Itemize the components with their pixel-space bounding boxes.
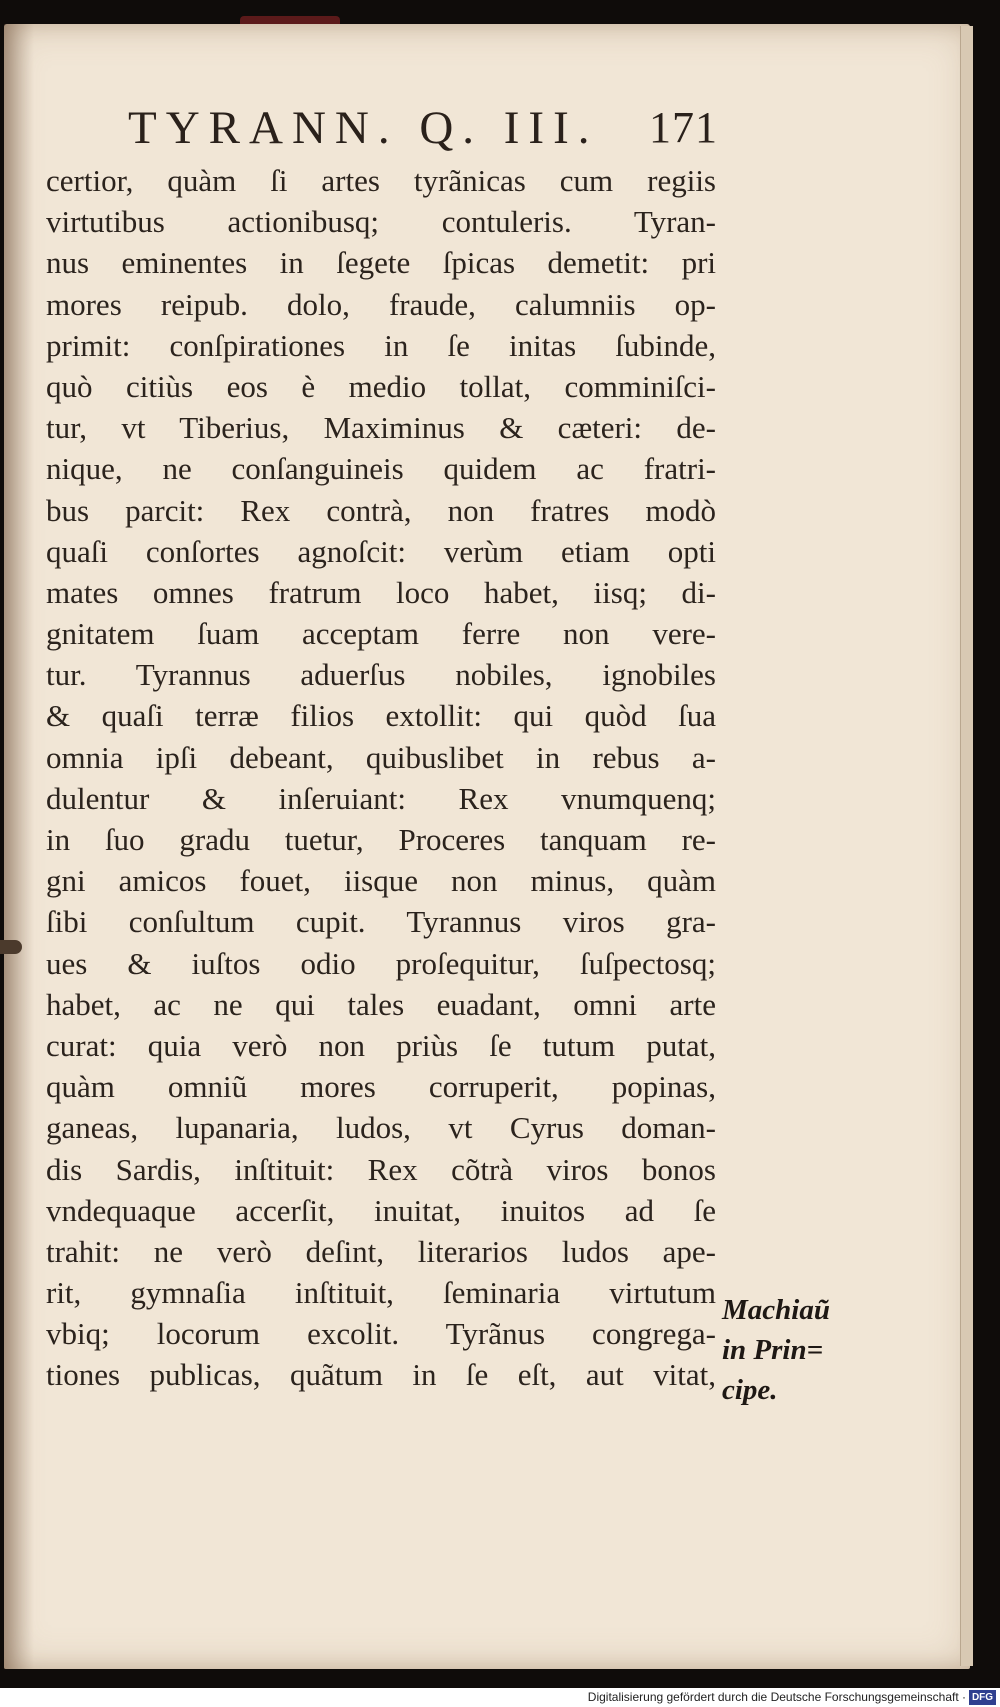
text-line: mores reipub. dolo, fraude, calumniis op-: [46, 286, 716, 322]
text-line: primit: conſpirationes in ſe initas ſubinde,: [46, 327, 716, 363]
text-line: in ſuo gradu tuetur, Proceres tanquam re-: [46, 822, 716, 857]
text-line: habet, ac ne qui tales euadant, omni arte: [46, 986, 716, 1022]
text-line: curat: quia verò non priùs ſe tutum putat,: [46, 1027, 716, 1063]
text-line: quaſi conſortes agnoſcit: verùm etiam opti: [46, 533, 716, 569]
page-number: 171: [649, 103, 718, 152]
funding-credit: Digitalisierung gefördert durch die Deutsche Forschungsgemeinschaft ·: [587, 1690, 966, 1704]
text-line: bus parcit: Rex contrà, non fratres modò: [46, 492, 716, 528]
dfg-logo: DFG: [969, 1690, 996, 1705]
text-line: ganeas, lupanaria, ludos, vt Cyrus doman-: [46, 1110, 716, 1146]
gutter-shadow: [4, 24, 34, 1669]
text-line: tiones publicas, quãtum in ſe eſt, aut vitat,: [46, 1357, 716, 1393]
marginal-note: [722, 1290, 872, 1410]
text-line: nique, ne conſanguineis quidem ac fratri-: [46, 451, 716, 487]
text-line: nus eminentes in ſegete ſpicas demetit: pri: [46, 245, 716, 281]
text-line: vndequaque accerſit, inuitat, inuitos ad ſe: [46, 1192, 716, 1228]
page-edge: [960, 26, 973, 1666]
text-line: tur, vt Tiberius, Maximinus & cæteri: de-: [46, 410, 716, 446]
body-text-block: [46, 160, 716, 1396]
text-line: ſibi conſultum cupit. Tyrannus viros gra-: [46, 904, 716, 940]
text-line: omnia ipſi debeant, quibuslibet in rebus a-: [46, 739, 716, 775]
digitization-footer: [0, 1688, 1000, 1707]
text-line: & quaſi terræ filios extollit: qui quòd ſua: [46, 698, 716, 734]
text-line: certior, quàm ſi artes tyrãnicas cum regiis: [46, 163, 716, 198]
text-line: gnitatem ſuam acceptam ferre non vere-: [46, 616, 716, 652]
page-tab-mark: [0, 940, 22, 954]
binding-ribbon: [240, 16, 340, 24]
marginal-note-line: Machiaũ: [722, 1294, 830, 1326]
page-header: [128, 100, 718, 160]
marginal-note-line: cipe.: [722, 1374, 778, 1406]
text-line: gni amicos fouet, iisque non minus, quàm: [46, 863, 716, 899]
text-line: rit, gymnaſia inſtituit, ſeminaria virtutum: [46, 1275, 716, 1311]
running-title: TYRANN. Q. III.: [128, 102, 599, 154]
text-line: quàm omniũ mores corruperit, popinas,: [46, 1069, 716, 1105]
text-line: quò citiùs eos è medio tollat, comminiſci-: [46, 368, 716, 404]
text-line: virtutibus actionibusq; contuleris. Tyran-: [46, 204, 716, 240]
text-line: mates omnes fratrum loco habet, iisq; di-: [46, 574, 716, 610]
marginal-note-line: in Prin=: [722, 1334, 824, 1366]
text-line: trahit: ne verò deſint, literarios ludos ape-: [46, 1233, 716, 1269]
text-line: tur. Tyrannus aduerſus nobiles, ignobiles: [46, 657, 716, 693]
text-line: dulentur & inſeruiant: Rex vnumquenq;: [46, 780, 716, 816]
text-line: ues & iuſtos odio proſequitur, ſuſpectosq;: [46, 945, 716, 981]
text-line: vbiq; locorum excolit. Tyrãnus congrega-: [46, 1316, 716, 1352]
text-line: dis Sardis, inſtituit: Rex cõtrà viros bonos: [46, 1151, 716, 1187]
